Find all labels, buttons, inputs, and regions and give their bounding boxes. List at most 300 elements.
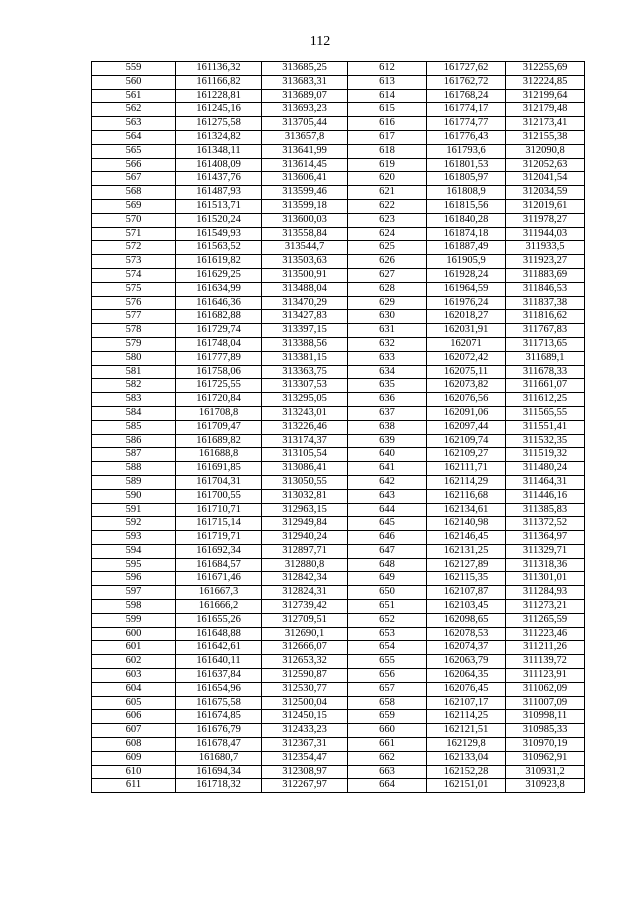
table-row xyxy=(92,779,585,793)
point-number-right: 659 xyxy=(348,710,427,724)
point-number-left: 606 xyxy=(92,710,176,724)
y-coordinate-right: 312155,38 xyxy=(506,130,585,144)
table-row xyxy=(92,282,585,296)
point-number-left: 587 xyxy=(92,448,176,462)
table-row xyxy=(92,544,585,558)
y-coordinate-right: 311532,35 xyxy=(506,434,585,448)
point-number-right: 635 xyxy=(348,379,427,393)
x-coordinate-right: 162114,29 xyxy=(427,475,506,489)
point-number-right: 618 xyxy=(348,144,427,158)
y-coordinate-left: 313600,03 xyxy=(262,213,348,227)
y-coordinate-right: 312179,48 xyxy=(506,103,585,117)
x-coordinate-left: 161720,84 xyxy=(176,393,262,407)
point-number-right: 613 xyxy=(348,75,427,89)
point-number-left: 588 xyxy=(92,462,176,476)
point-number-right: 653 xyxy=(348,627,427,641)
table-row xyxy=(92,172,585,186)
table-row xyxy=(92,669,585,683)
y-coordinate-right: 311062,09 xyxy=(506,682,585,696)
x-coordinate-left: 161655,26 xyxy=(176,613,262,627)
point-number-right: 643 xyxy=(348,489,427,503)
point-number-left: 602 xyxy=(92,655,176,669)
y-coordinate-left: 312354,47 xyxy=(262,751,348,765)
x-coordinate-right: 161976,24 xyxy=(427,296,506,310)
y-coordinate-right: 311678,33 xyxy=(506,365,585,379)
point-number-left: 561 xyxy=(92,89,176,103)
x-coordinate-right: 161776,43 xyxy=(427,130,506,144)
x-coordinate-left: 161634,99 xyxy=(176,282,262,296)
table-row xyxy=(92,199,585,213)
point-number-right: 658 xyxy=(348,696,427,710)
y-coordinate-right: 311139,72 xyxy=(506,655,585,669)
x-coordinate-right: 162091,06 xyxy=(427,406,506,420)
point-number-right: 638 xyxy=(348,420,427,434)
point-number-right: 646 xyxy=(348,531,427,545)
y-coordinate-left: 313641,99 xyxy=(262,144,348,158)
y-coordinate-left: 313657,8 xyxy=(262,130,348,144)
point-number-right: 663 xyxy=(348,765,427,779)
point-number-right: 656 xyxy=(348,669,427,683)
y-coordinate-right: 310970,19 xyxy=(506,738,585,752)
y-coordinate-left: 313226,46 xyxy=(262,420,348,434)
table-row xyxy=(92,572,585,586)
x-coordinate-right: 162146,45 xyxy=(427,531,506,545)
y-coordinate-right: 311944,03 xyxy=(506,227,585,241)
table-row xyxy=(92,227,585,241)
point-number-left: 609 xyxy=(92,751,176,765)
point-number-left: 597 xyxy=(92,586,176,600)
x-coordinate-right: 162072,42 xyxy=(427,351,506,365)
point-number-left: 590 xyxy=(92,489,176,503)
y-coordinate-right: 312052,63 xyxy=(506,158,585,172)
table-row xyxy=(92,462,585,476)
table-row xyxy=(92,337,585,351)
x-coordinate-left: 161228,81 xyxy=(176,89,262,103)
x-coordinate-left: 161691,85 xyxy=(176,462,262,476)
point-number-right: 644 xyxy=(348,503,427,517)
y-coordinate-left: 312367,31 xyxy=(262,738,348,752)
x-coordinate-left: 161777,89 xyxy=(176,351,262,365)
x-coordinate-right: 162075,11 xyxy=(427,365,506,379)
y-coordinate-left: 313693,23 xyxy=(262,103,348,117)
y-coordinate-left: 312590,87 xyxy=(262,669,348,683)
point-number-right: 617 xyxy=(348,130,427,144)
x-coordinate-left: 161689,82 xyxy=(176,434,262,448)
table-row xyxy=(92,420,585,434)
x-coordinate-left: 161642,61 xyxy=(176,641,262,655)
point-number-right: 657 xyxy=(348,682,427,696)
point-number-left: 577 xyxy=(92,310,176,324)
y-coordinate-left: 312500,04 xyxy=(262,696,348,710)
point-number-left: 611 xyxy=(92,779,176,793)
y-coordinate-right: 311464,31 xyxy=(506,475,585,489)
point-number-left: 584 xyxy=(92,406,176,420)
point-number-right: 639 xyxy=(348,434,427,448)
y-coordinate-left: 313503,63 xyxy=(262,255,348,269)
point-number-right: 620 xyxy=(348,172,427,186)
y-coordinate-left: 312433,23 xyxy=(262,724,348,738)
y-coordinate-right: 310931,2 xyxy=(506,765,585,779)
x-coordinate-left: 161692,34 xyxy=(176,544,262,558)
coordinates-table-body xyxy=(92,62,585,793)
x-coordinate-left: 161324,82 xyxy=(176,130,262,144)
point-number-left: 592 xyxy=(92,517,176,531)
x-coordinate-left: 161704,31 xyxy=(176,475,262,489)
x-coordinate-left: 161674,85 xyxy=(176,710,262,724)
x-coordinate-right: 162115,35 xyxy=(427,572,506,586)
y-coordinate-right: 311612,25 xyxy=(506,393,585,407)
y-coordinate-right: 312041,54 xyxy=(506,172,585,186)
x-coordinate-left: 161563,52 xyxy=(176,241,262,255)
y-coordinate-left: 313397,15 xyxy=(262,324,348,338)
point-number-left: 565 xyxy=(92,144,176,158)
x-coordinate-left: 161694,34 xyxy=(176,765,262,779)
x-coordinate-right: 161808,9 xyxy=(427,186,506,200)
y-coordinate-right: 310985,33 xyxy=(506,724,585,738)
y-coordinate-left: 312267,97 xyxy=(262,779,348,793)
table-row xyxy=(92,365,585,379)
x-coordinate-left: 161700,55 xyxy=(176,489,262,503)
point-number-right: 640 xyxy=(348,448,427,462)
table-row xyxy=(92,710,585,724)
table-row xyxy=(92,738,585,752)
table-row xyxy=(92,696,585,710)
y-coordinate-left: 313705,44 xyxy=(262,117,348,131)
y-coordinate-left: 312308,97 xyxy=(262,765,348,779)
y-coordinate-left: 313558,84 xyxy=(262,227,348,241)
x-coordinate-left: 161629,25 xyxy=(176,268,262,282)
y-coordinate-left: 312897,71 xyxy=(262,544,348,558)
x-coordinate-right: 162111,71 xyxy=(427,462,506,476)
point-number-left: 605 xyxy=(92,696,176,710)
x-coordinate-left: 161549,93 xyxy=(176,227,262,241)
table-row xyxy=(92,324,585,338)
point-number-left: 596 xyxy=(92,572,176,586)
x-coordinate-right: 161928,24 xyxy=(427,268,506,282)
x-coordinate-right: 161874,18 xyxy=(427,227,506,241)
x-coordinate-right: 161793,6 xyxy=(427,144,506,158)
point-number-right: 649 xyxy=(348,572,427,586)
x-coordinate-left: 161682,88 xyxy=(176,310,262,324)
point-number-left: 573 xyxy=(92,255,176,269)
point-number-left: 591 xyxy=(92,503,176,517)
y-coordinate-right: 311883,69 xyxy=(506,268,585,282)
y-coordinate-right: 312034,59 xyxy=(506,186,585,200)
point-number-left: 572 xyxy=(92,241,176,255)
x-coordinate-left: 161648,88 xyxy=(176,627,262,641)
y-coordinate-right: 311837,38 xyxy=(506,296,585,310)
x-coordinate-right: 161887,49 xyxy=(427,241,506,255)
point-number-right: 645 xyxy=(348,517,427,531)
point-number-left: 586 xyxy=(92,434,176,448)
point-number-left: 570 xyxy=(92,213,176,227)
table-row xyxy=(92,475,585,489)
y-coordinate-right: 311565,55 xyxy=(506,406,585,420)
x-coordinate-left: 161136,32 xyxy=(176,62,262,76)
x-coordinate-right: 161840,28 xyxy=(427,213,506,227)
point-number-left: 598 xyxy=(92,600,176,614)
x-coordinate-right: 162129,8 xyxy=(427,738,506,752)
y-coordinate-left: 312709,51 xyxy=(262,613,348,627)
x-coordinate-right: 162116,68 xyxy=(427,489,506,503)
y-coordinate-left: 313685,25 xyxy=(262,62,348,76)
y-coordinate-left: 312824,31 xyxy=(262,586,348,600)
point-number-right: 632 xyxy=(348,337,427,351)
y-coordinate-right: 312255,69 xyxy=(506,62,585,76)
y-coordinate-right: 311480,24 xyxy=(506,462,585,476)
table-row xyxy=(92,655,585,669)
x-coordinate-right: 161964,59 xyxy=(427,282,506,296)
x-coordinate-left: 161709,47 xyxy=(176,420,262,434)
y-coordinate-right: 311329,71 xyxy=(506,544,585,558)
point-number-right: 636 xyxy=(348,393,427,407)
table-row xyxy=(92,503,585,517)
y-coordinate-right: 312224,85 xyxy=(506,75,585,89)
point-number-right: 626 xyxy=(348,255,427,269)
point-number-left: 560 xyxy=(92,75,176,89)
point-number-right: 627 xyxy=(348,268,427,282)
point-number-right: 621 xyxy=(348,186,427,200)
point-number-left: 580 xyxy=(92,351,176,365)
point-number-left: 566 xyxy=(92,158,176,172)
point-number-left: 585 xyxy=(92,420,176,434)
y-coordinate-left: 313307,53 xyxy=(262,379,348,393)
x-coordinate-right: 162107,17 xyxy=(427,696,506,710)
y-coordinate-right: 312173,41 xyxy=(506,117,585,131)
y-coordinate-left: 313050,55 xyxy=(262,475,348,489)
point-number-right: 619 xyxy=(348,158,427,172)
y-coordinate-left: 312666,07 xyxy=(262,641,348,655)
y-coordinate-right: 311223,46 xyxy=(506,627,585,641)
x-coordinate-left: 161408,09 xyxy=(176,158,262,172)
x-coordinate-right: 162076,45 xyxy=(427,682,506,696)
point-number-right: 631 xyxy=(348,324,427,338)
y-coordinate-right: 311816,62 xyxy=(506,310,585,324)
y-coordinate-right: 311933,5 xyxy=(506,241,585,255)
x-coordinate-right: 162098,65 xyxy=(427,613,506,627)
x-coordinate-right: 162109,74 xyxy=(427,434,506,448)
y-coordinate-right: 311767,83 xyxy=(506,324,585,338)
x-coordinate-left: 161520,24 xyxy=(176,213,262,227)
point-number-left: 579 xyxy=(92,337,176,351)
y-coordinate-left: 313086,41 xyxy=(262,462,348,476)
y-coordinate-right: 311978,27 xyxy=(506,213,585,227)
point-number-left: 567 xyxy=(92,172,176,186)
table-row xyxy=(92,765,585,779)
point-number-right: 625 xyxy=(348,241,427,255)
point-number-right: 634 xyxy=(348,365,427,379)
point-number-left: 569 xyxy=(92,199,176,213)
point-number-left: 581 xyxy=(92,365,176,379)
x-coordinate-left: 161710,71 xyxy=(176,503,262,517)
y-coordinate-right: 311519,32 xyxy=(506,448,585,462)
point-number-right: 661 xyxy=(348,738,427,752)
y-coordinate-right: 311372,52 xyxy=(506,517,585,531)
point-number-right: 624 xyxy=(348,227,427,241)
point-number-right: 660 xyxy=(348,724,427,738)
point-number-left: 564 xyxy=(92,130,176,144)
point-number-left: 574 xyxy=(92,268,176,282)
x-coordinate-left: 161729,74 xyxy=(176,324,262,338)
y-coordinate-left: 312842,34 xyxy=(262,572,348,586)
y-coordinate-left: 312963,15 xyxy=(262,503,348,517)
table-row xyxy=(92,489,585,503)
y-coordinate-left: 313381,15 xyxy=(262,351,348,365)
x-coordinate-right: 161805,97 xyxy=(427,172,506,186)
point-number-right: 664 xyxy=(348,779,427,793)
y-coordinate-left: 313243,01 xyxy=(262,406,348,420)
point-number-left: 610 xyxy=(92,765,176,779)
y-coordinate-left: 312653,32 xyxy=(262,655,348,669)
y-coordinate-right: 311661,07 xyxy=(506,379,585,393)
x-coordinate-left: 161513,71 xyxy=(176,199,262,213)
point-number-left: 563 xyxy=(92,117,176,131)
x-coordinate-right: 161801,53 xyxy=(427,158,506,172)
point-number-left: 578 xyxy=(92,324,176,338)
x-coordinate-left: 161758,06 xyxy=(176,365,262,379)
y-coordinate-left: 313606,41 xyxy=(262,172,348,186)
coordinates-table xyxy=(91,61,585,793)
x-coordinate-right: 162063,79 xyxy=(427,655,506,669)
x-coordinate-right: 162131,25 xyxy=(427,544,506,558)
table-row xyxy=(92,682,585,696)
point-number-left: 607 xyxy=(92,724,176,738)
point-number-right: 629 xyxy=(348,296,427,310)
y-coordinate-right: 311923,27 xyxy=(506,255,585,269)
y-coordinate-left: 313032,81 xyxy=(262,489,348,503)
x-coordinate-right: 162109,27 xyxy=(427,448,506,462)
x-coordinate-right: 162152,28 xyxy=(427,765,506,779)
table-row xyxy=(92,627,585,641)
table-row xyxy=(92,351,585,365)
x-coordinate-left: 161666,2 xyxy=(176,600,262,614)
x-coordinate-left: 161640,11 xyxy=(176,655,262,669)
y-coordinate-left: 312949,84 xyxy=(262,517,348,531)
x-coordinate-left: 161667,3 xyxy=(176,586,262,600)
y-coordinate-right: 311551,41 xyxy=(506,420,585,434)
y-coordinate-right: 311301,01 xyxy=(506,572,585,586)
y-coordinate-left: 313427,83 xyxy=(262,310,348,324)
table-row xyxy=(92,613,585,627)
point-number-left: 582 xyxy=(92,379,176,393)
point-number-left: 604 xyxy=(92,682,176,696)
point-number-right: 662 xyxy=(348,751,427,765)
point-number-right: 637 xyxy=(348,406,427,420)
page-number: 112 xyxy=(309,34,331,49)
y-coordinate-left: 312940,24 xyxy=(262,531,348,545)
y-coordinate-right: 311211,26 xyxy=(506,641,585,655)
x-coordinate-right: 161727,62 xyxy=(427,62,506,76)
y-coordinate-left: 313295,05 xyxy=(262,393,348,407)
point-number-right: 647 xyxy=(348,544,427,558)
point-number-right: 615 xyxy=(348,103,427,117)
point-number-right: 648 xyxy=(348,558,427,572)
point-number-left: 600 xyxy=(92,627,176,641)
x-coordinate-right: 161774,17 xyxy=(427,103,506,117)
point-number-right: 652 xyxy=(348,613,427,627)
point-number-left: 594 xyxy=(92,544,176,558)
y-coordinate-right: 311273,21 xyxy=(506,600,585,614)
x-coordinate-right: 162076,56 xyxy=(427,393,506,407)
table-row xyxy=(92,144,585,158)
table-row xyxy=(92,241,585,255)
x-coordinate-left: 161671,46 xyxy=(176,572,262,586)
point-number-right: 654 xyxy=(348,641,427,655)
point-number-left: 608 xyxy=(92,738,176,752)
y-coordinate-right: 311318,36 xyxy=(506,558,585,572)
x-coordinate-right: 162078,53 xyxy=(427,627,506,641)
y-coordinate-right: 312019,61 xyxy=(506,199,585,213)
table-row xyxy=(92,296,585,310)
x-coordinate-right: 161768,24 xyxy=(427,89,506,103)
table-row xyxy=(92,558,585,572)
point-number-right: 622 xyxy=(348,199,427,213)
x-coordinate-right: 162114,25 xyxy=(427,710,506,724)
point-number-right: 651 xyxy=(348,600,427,614)
y-coordinate-left: 313488,04 xyxy=(262,282,348,296)
x-coordinate-left: 161437,76 xyxy=(176,172,262,186)
point-number-right: 630 xyxy=(348,310,427,324)
y-coordinate-left: 313363,75 xyxy=(262,365,348,379)
table-row xyxy=(92,158,585,172)
x-coordinate-left: 161688,8 xyxy=(176,448,262,462)
x-coordinate-right: 162140,98 xyxy=(427,517,506,531)
y-coordinate-right: 312090,8 xyxy=(506,144,585,158)
x-coordinate-left: 161719,71 xyxy=(176,531,262,545)
point-number-right: 623 xyxy=(348,213,427,227)
point-number-left: 576 xyxy=(92,296,176,310)
table-row xyxy=(92,406,585,420)
x-coordinate-left: 161654,96 xyxy=(176,682,262,696)
y-coordinate-left: 312739,42 xyxy=(262,600,348,614)
y-coordinate-left: 313683,31 xyxy=(262,75,348,89)
x-coordinate-left: 161676,79 xyxy=(176,724,262,738)
y-coordinate-left: 312530,77 xyxy=(262,682,348,696)
x-coordinate-left: 161715,14 xyxy=(176,517,262,531)
table-row xyxy=(92,751,585,765)
x-coordinate-right: 162097,44 xyxy=(427,420,506,434)
y-coordinate-left: 313388,56 xyxy=(262,337,348,351)
x-coordinate-right: 162031,91 xyxy=(427,324,506,338)
y-coordinate-left: 312450,15 xyxy=(262,710,348,724)
table-row xyxy=(92,393,585,407)
table-row xyxy=(92,75,585,89)
x-coordinate-right: 162121,51 xyxy=(427,724,506,738)
table-row xyxy=(92,186,585,200)
x-coordinate-left: 161708,8 xyxy=(176,406,262,420)
table-row xyxy=(92,586,585,600)
point-number-left: 601 xyxy=(92,641,176,655)
x-coordinate-left: 161619,82 xyxy=(176,255,262,269)
x-coordinate-left: 161487,93 xyxy=(176,186,262,200)
point-number-left: 562 xyxy=(92,103,176,117)
table-row xyxy=(92,213,585,227)
x-coordinate-left: 161348,11 xyxy=(176,144,262,158)
table-row xyxy=(92,255,585,269)
x-coordinate-left: 161748,04 xyxy=(176,337,262,351)
y-coordinate-left: 313470,29 xyxy=(262,296,348,310)
x-coordinate-right: 162127,89 xyxy=(427,558,506,572)
table-row xyxy=(92,117,585,131)
point-number-right: 655 xyxy=(348,655,427,669)
y-coordinate-right: 311123,91 xyxy=(506,669,585,683)
point-number-left: 568 xyxy=(92,186,176,200)
y-coordinate-right: 311385,83 xyxy=(506,503,585,517)
point-number-right: 633 xyxy=(348,351,427,365)
y-coordinate-right: 311689,1 xyxy=(506,351,585,365)
y-coordinate-left: 313105,54 xyxy=(262,448,348,462)
x-coordinate-right: 161905,9 xyxy=(427,255,506,269)
